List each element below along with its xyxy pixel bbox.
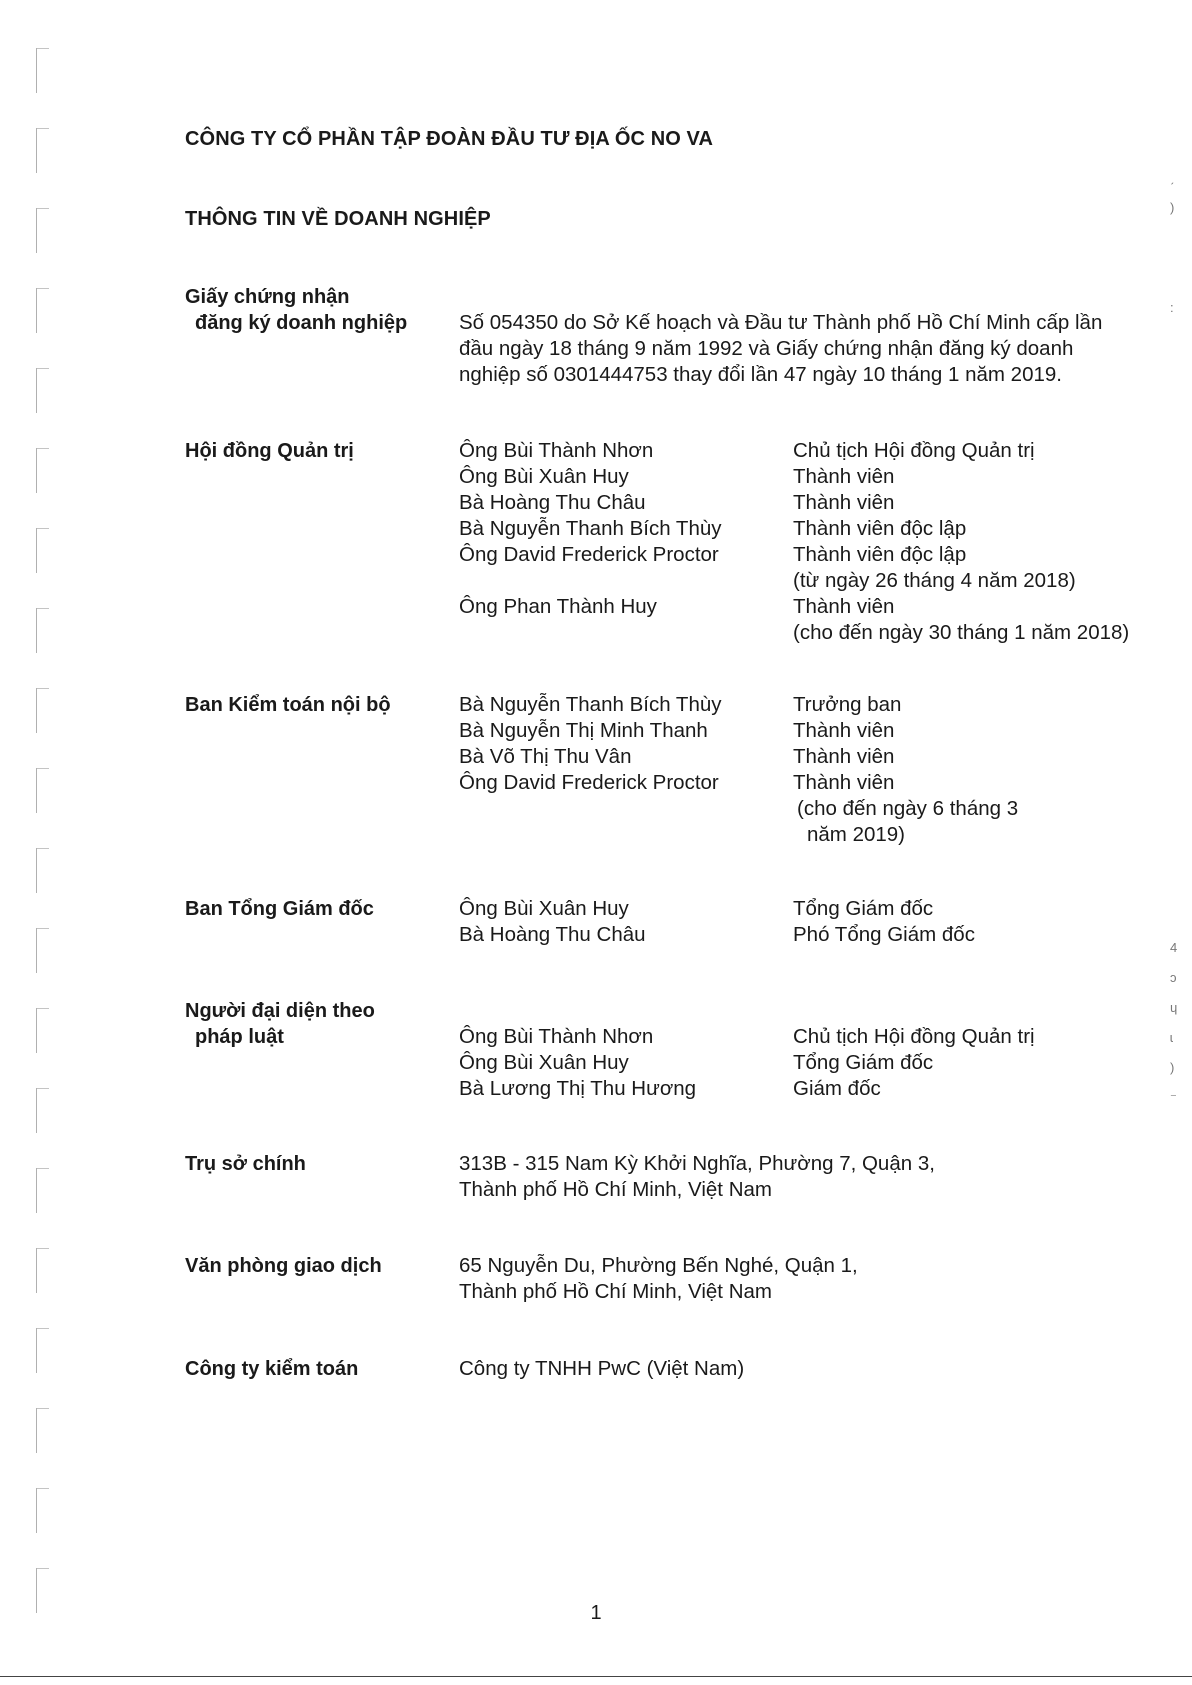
board-member-role: Thành viên độc lập <box>793 543 967 566</box>
scan-right-marks: ˊ ) : 4 ɔ ɥ ɩ ) ⁻ <box>1170 180 1178 1105</box>
audit-member-name: Bà Nguyễn Thanh Bích Thùy <box>459 693 722 716</box>
legal-rep-name: Ông Bùi Xuân Huy <box>459 1051 629 1074</box>
auditor-value: Công ty TNHH PwC (Việt Nam) <box>459 1357 745 1380</box>
management-member-role: Tổng Giám đốc <box>793 897 934 920</box>
management-roles <box>793 896 975 948</box>
head-office-label: Trụ sở chính <box>185 1153 306 1175</box>
audit-member-note: năm 2019) <box>807 823 906 846</box>
audit-member-role: Thành viên <box>793 771 895 794</box>
board-member-role: Thành viên độc lập <box>793 517 967 540</box>
board-member-role: Thành viên <box>793 595 895 618</box>
registration-label-line2: đăng ký doanh nghiệp <box>195 312 408 334</box>
head-office-line: 313B - 315 Nam Kỳ Khởi Nghĩa, Phường 7, Quận 3, <box>459 1152 935 1175</box>
board-member-role: Thành viên <box>793 491 895 514</box>
registration-text <box>459 310 1102 388</box>
head-office-address <box>459 1151 935 1203</box>
audit-committee-label: Ban Kiểm toán nội bộ <box>185 694 391 716</box>
company-name: CÔNG TY CỔ PHẦN TẬP ĐOÀN ĐẦU TƯ ĐỊA ỐC NO VA <box>185 128 714 150</box>
registration-line: Số 054350 do Sở Kế hoạch và Đầu tư Thành phố Hồ Chí Minh cấp lần <box>459 311 1103 334</box>
trading-office-address <box>459 1253 858 1305</box>
legal-rep-role: Giám đốc <box>793 1077 881 1100</box>
audit-member-name: Bà Nguyễn Thị Minh Thanh <box>459 719 708 742</box>
board-member-name: Ông Bùi Xuân Huy <box>459 465 629 488</box>
registration-label <box>185 284 407 336</box>
section-heading: THÔNG TIN VỀ DOANH NGHIỆP <box>185 208 491 230</box>
board-roles <box>793 438 1129 646</box>
head-office-line: Thành phố Hồ Chí Minh, Việt Nam <box>459 1178 772 1201</box>
audit-member-role: Thành viên <box>793 745 895 768</box>
board-names <box>459 438 722 620</box>
audit-member-note: (cho đến ngày 6 tháng 3 <box>797 797 1019 820</box>
audit-committee-roles <box>793 692 1018 848</box>
trading-office-label: Văn phòng giao dịch <box>185 1255 382 1277</box>
audit-member-role: Thành viên <box>793 719 895 742</box>
legal-rep-names <box>459 1024 696 1102</box>
legal-rep-label-line2: pháp luật <box>195 1026 284 1048</box>
management-member-role: Phó Tổng Giám đốc <box>793 923 975 946</box>
scan-margin-marks <box>36 40 56 1640</box>
board-member-note: (từ ngày 26 tháng 4 năm 2018) <box>793 569 1076 592</box>
board-label: Hội đồng Quản trị <box>185 440 354 462</box>
legal-rep-label-line1: Người đại diện theo <box>185 1000 375 1022</box>
board-member-role: Chủ tịch Hội đồng Quản trị <box>793 439 1035 462</box>
page-number: 1 <box>590 1602 602 1624</box>
management-label: Ban Tổng Giám đốc <box>185 898 374 920</box>
audit-member-role: Trưởng ban <box>793 693 902 716</box>
trading-office-line: 65 Nguyễn Du, Phường Bến Nghé, Quận 1, <box>459 1254 858 1277</box>
trading-office-line: Thành phố Hồ Chí Minh, Việt Nam <box>459 1280 772 1303</box>
board-member-name: Ông Bùi Thành Nhơn <box>459 439 654 462</box>
management-member-name: Bà Hoàng Thu Châu <box>459 923 646 946</box>
legal-rep-name: Bà Lương Thị Thu Hương <box>459 1077 697 1100</box>
legal-rep-roles <box>793 1024 1035 1102</box>
management-member-name: Ông Bùi Xuân Huy <box>459 897 629 920</box>
board-member-name: Ông Phan Thành Huy <box>459 595 657 618</box>
board-member-name: Bà Hoàng Thu Châu <box>459 491 646 514</box>
audit-member-name: Ông David Frederick Proctor <box>459 771 719 794</box>
board-member-role: Thành viên <box>793 465 895 488</box>
audit-committee-names <box>459 692 722 796</box>
auditor-label: Công ty kiểm toán <box>185 1358 359 1380</box>
legal-rep-role: Chủ tịch Hội đồng Quản trị <box>793 1025 1035 1048</box>
registration-line: nghiệp số 0301444753 thay đổi lần 47 ngày 10 tháng 1 năm 2019. <box>459 363 1062 386</box>
board-member-name: Ông David Frederick Proctor <box>459 543 719 566</box>
registration-line: đầu ngày 18 tháng 9 năm 1992 và Giấy chứng nhận đăng ký doanh <box>459 337 1074 360</box>
management-names <box>459 896 646 948</box>
scan-bottom-edge <box>0 1676 1192 1677</box>
legal-rep-label <box>185 998 375 1050</box>
registration-label-line1: Giấy chứng nhận <box>185 286 350 308</box>
legal-rep-name: Ông Bùi Thành Nhơn <box>459 1025 654 1048</box>
board-member-name: Bà Nguyễn Thanh Bích Thùy <box>459 517 722 540</box>
audit-member-name: Bà Võ Thị Thu Vân <box>459 745 632 768</box>
legal-rep-role: Tổng Giám đốc <box>793 1051 934 1074</box>
board-member-note: (cho đến ngày 30 tháng 1 năm 2018) <box>793 621 1130 644</box>
